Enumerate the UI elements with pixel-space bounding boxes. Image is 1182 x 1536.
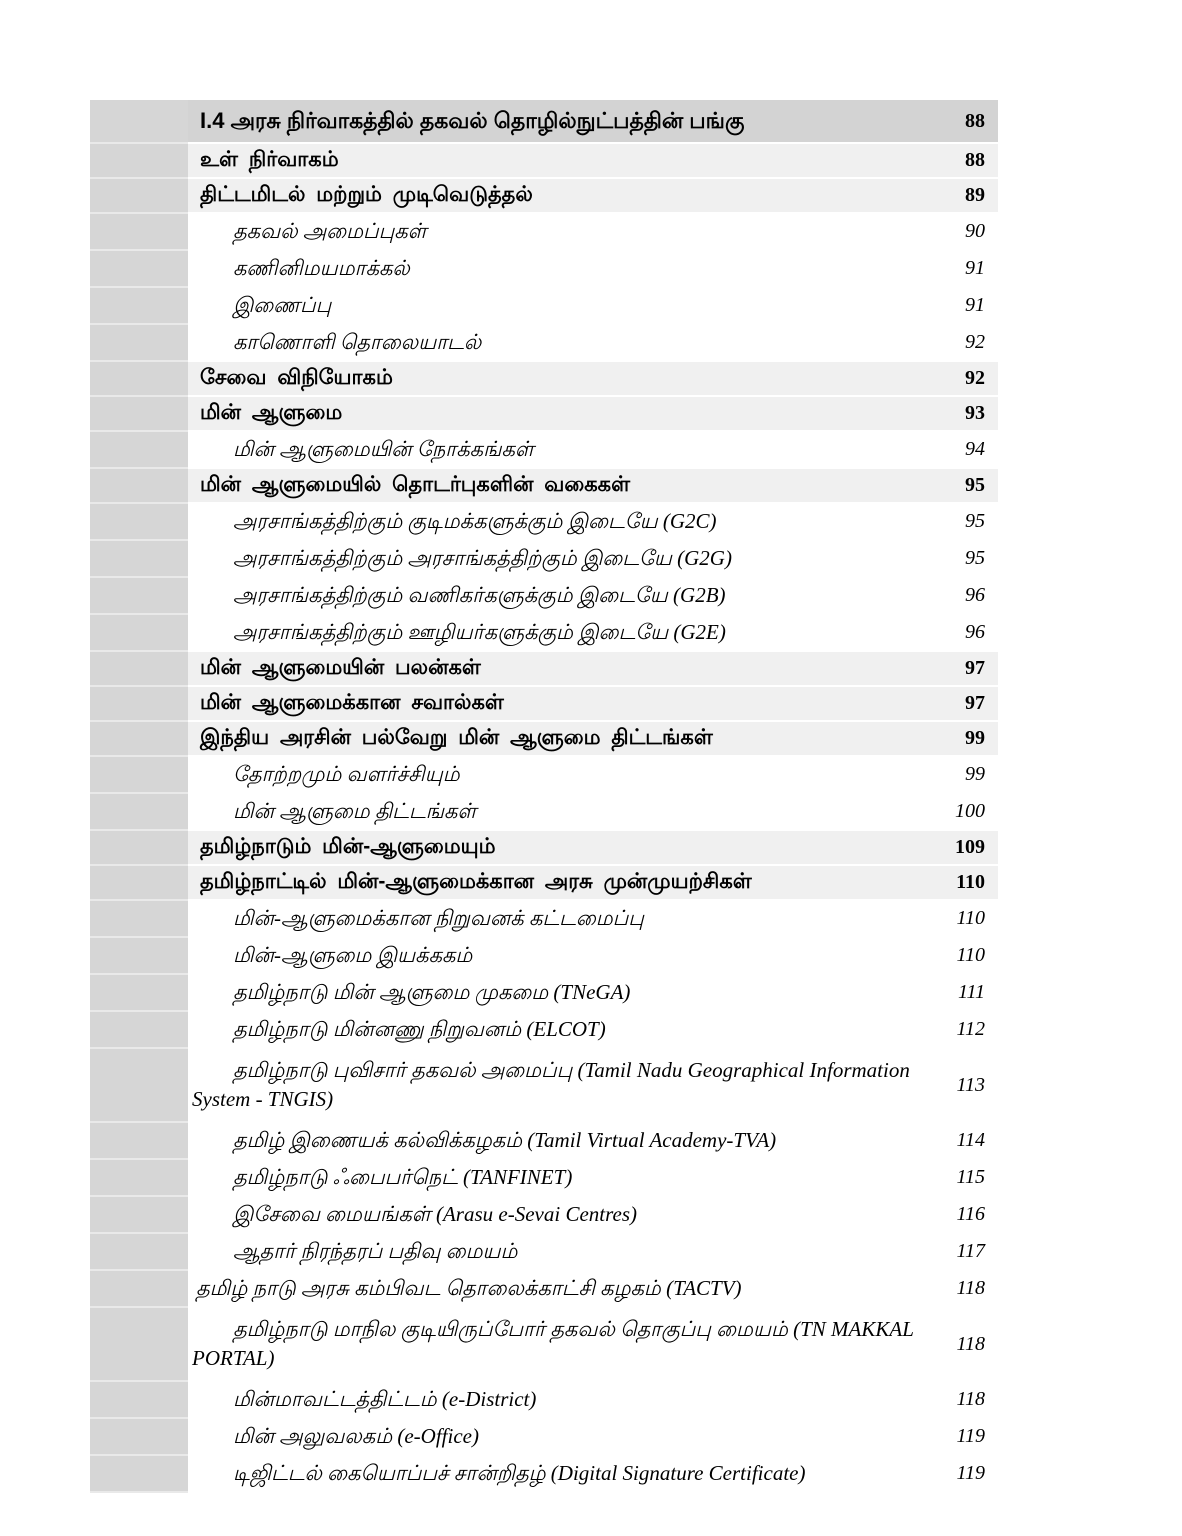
toc-row-content [188,687,998,722]
toc-entry-label: தமிழ் இணையக் கல்விக்கழகம் (Tamil Virtual Academy-TVA) [233,1128,777,1153]
toc-section-page-number: 88 [965,109,985,132]
left-margin-cell [90,975,188,1012]
left-margin-cell [90,687,188,722]
toc-entry-page-number: 115 [956,1166,985,1188]
toc-entry-label: தகவல் அமைப்புகள் [233,219,427,244]
left-margin-cell [90,1123,188,1160]
toc-row-content [188,757,998,794]
toc-row-content [188,1234,998,1271]
toc-entry-label: தமிழ்நாடு மாநில குடியிருப்போர் தகவல் தொகுப்பு மையம் (TN MAKKAL PORTAL) [192,1316,914,1370]
left-margin-cell [90,1049,188,1123]
toc-row-content [188,1012,998,1049]
toc-entry-page-number: 117 [956,1240,985,1262]
toc-row [90,901,998,938]
toc-row-content [188,432,998,469]
toc-row-content [188,469,998,504]
toc-entry-label: திட்டமிடல் மற்றும் முடிவெடுத்தல் [200,183,533,207]
toc-row [90,1160,998,1197]
left-margin-cell [90,866,188,901]
toc-row [90,432,998,469]
toc-entry-page-number: 89 [965,184,985,206]
toc-entry-label: மின்மாவட்டத்திட்டம் (e-District) [233,1387,537,1412]
left-margin-cell [90,179,188,214]
toc-entry-label: இணைப்பு [233,293,332,318]
toc-row [90,1012,998,1049]
toc-entry-page-number: 95 [965,474,985,496]
left-margin-cell [90,1012,188,1049]
left-margin-cell [90,100,188,144]
toc-entry-page-number: 118 [956,1388,985,1410]
toc-row-content [188,794,998,831]
toc-row [90,757,998,794]
toc-row [90,975,998,1012]
toc-row-content [188,1308,998,1382]
left-margin-cell [90,214,188,251]
toc-row-content [188,179,998,214]
toc-entry-page-number: 116 [956,1203,985,1225]
toc-row [90,1308,998,1382]
toc-row-content [188,1419,998,1456]
toc-entry-page-number: 119 [956,1462,985,1484]
toc-entry-label: இசேவை மையங்கள் (Arasu e-Sevai Centres) [233,1202,637,1227]
toc-entry-label: மின் ஆளுமை [200,401,343,425]
toc-row [90,938,998,975]
left-margin-cell [90,1197,188,1234]
toc-entry-label: மின் ஆளுமை திட்டங்கள் [233,799,477,824]
toc-entry-page-number: 118 [956,1277,985,1299]
left-margin-cell [90,1160,188,1197]
toc-row-content [188,1456,998,1493]
toc-row-content [188,541,998,578]
toc-entry-label: தமிழ்நாடு ஃபைபர்நெட் (TANFINET) [233,1165,573,1190]
toc-entry-page-number: 119 [956,1425,985,1447]
left-margin-cell [90,432,188,469]
toc-entry-label: தமிழ்நாடு புவிசார் தகவல் அமைப்பு (Tamil Nadu Geographical Information System - TNGIS) [192,1057,910,1111]
left-margin-cell [90,938,188,975]
toc-row [90,469,998,504]
left-margin-cell [90,397,188,432]
left-margin-cell [90,144,188,179]
toc-entry-page-number: 88 [965,149,985,171]
left-margin-cell [90,1456,188,1493]
toc-entry-label: உள் நிர்வாகம் [200,148,339,172]
toc-row [90,831,998,866]
toc-entry-label: தமிழ்நாட்டில் மின்-ஆளுமைக்கான அரசு முன்முயற்சிகள் [200,870,752,894]
toc-row [90,794,998,831]
toc-entry-page-number: 112 [956,1018,985,1040]
toc-header-row [90,100,998,144]
toc-row [90,325,998,362]
toc-entry-page-number: 97 [965,692,985,714]
toc-row [90,1049,998,1123]
toc-row [90,1123,998,1160]
toc-entry-label: மின் ஆளுமைக்கான சவால்கள் [200,691,504,715]
left-margin-cell [90,469,188,504]
toc-row-content [188,652,998,687]
left-margin-cell [90,504,188,541]
toc-entry-page-number: 95 [965,547,985,569]
toc-row-content [188,1049,998,1123]
toc-row [90,179,998,214]
left-margin-cell [90,1308,188,1382]
toc-entry-page-number: 91 [965,294,985,316]
left-margin-cell [90,1419,188,1456]
toc-row [90,578,998,615]
left-margin-cell [90,578,188,615]
toc-entry-page-number: 97 [965,657,985,679]
toc-row [90,504,998,541]
toc-entry-page-number: 113 [956,1073,985,1096]
toc-entry-page-number: 100 [955,800,985,822]
toc-row [90,615,998,652]
toc-row-content [188,504,998,541]
toc-row-content [188,1123,998,1160]
toc-row [90,722,998,757]
toc-entry-label: ஆதார் நிரந்தரப் பதிவு மையம் [233,1239,518,1264]
toc-row-content [188,397,998,432]
toc-entry-page-number: 110 [956,907,985,929]
toc-row-content [188,251,998,288]
toc-row [90,288,998,325]
toc-row [90,251,998,288]
left-margin-cell [90,794,188,831]
left-margin-cell [90,901,188,938]
toc-entry-label: இந்திய அரசின் பல்வேறு மின் ஆளுமை திட்டங்கள் [200,726,713,750]
toc-row [90,687,998,722]
toc-row-content [188,288,998,325]
toc-entry-label: மின் ஆளுமையின் பலன்கள் [200,656,481,680]
left-margin-cell [90,1234,188,1271]
toc-row [90,1382,998,1419]
toc-row-content [188,144,998,179]
toc-row [90,652,998,687]
toc-entry-label: அரசாங்கத்திற்கும் அரசாங்கத்திற்கும் இடையே (G2G) [233,546,732,571]
toc-row-content [188,722,998,757]
left-margin-cell [90,362,188,397]
toc-entry-label: அரசாங்கத்திற்கும் வணிகர்களுக்கும் இடையே (G2B) [233,583,726,608]
toc-table [90,100,998,1493]
toc-row [90,362,998,397]
toc-row-content [188,1271,998,1308]
toc-entry-page-number: 92 [965,331,985,353]
toc-entry-label: தமிழ் நாடு அரசு கம்பிவட தொலைக்காட்சி கழகம் (TACTV) [196,1276,742,1301]
left-margin-cell [90,652,188,687]
toc-section-title: I.4 அரசு நிர்வாகத்தில் தகவல் தொழில்நுட்பத்தின் பங்கு [200,108,745,134]
toc-entry-label: டிஜிட்டல் கையொப்பச் சான்றிதழ் (Digital Signature Certificate) [233,1461,806,1486]
left-margin-cell [90,722,188,757]
toc-row-content [188,578,998,615]
toc-row [90,214,998,251]
toc-row [90,1234,998,1271]
toc-row [90,866,998,901]
toc-entry-label: காணொளி தொலையாடல் [233,330,482,355]
toc-row [90,1271,998,1308]
toc-entry-page-number: 109 [955,836,985,858]
toc-entry-label: மின் அலுவலகம் (e-Office) [233,1424,479,1449]
toc-row [90,1197,998,1234]
toc-entry-label: அரசாங்கத்திற்கும் குடிமக்களுக்கும் இடையே (G2C) [233,509,717,534]
left-margin-cell [90,831,188,866]
toc-entry-label: தமிழ்நாடு மின்னணு நிறுவனம் (ELCOT) [233,1017,606,1042]
toc-entry-page-number: 95 [965,510,985,532]
toc-entry-page-number: 111 [957,981,985,1003]
toc-row-content [188,615,998,652]
toc-entry-label: கணினிமயமாக்கல் [233,256,410,281]
toc-rows-container [90,144,998,1493]
toc-row [90,144,998,179]
toc-entry-page-number: 110 [956,944,985,966]
toc-entry-page-number: 91 [965,257,985,279]
toc-row-content [188,214,998,251]
left-margin-cell [90,541,188,578]
toc-row-content [188,901,998,938]
toc-entry-page-number: 118 [956,1332,985,1355]
toc-row-content [188,831,998,866]
left-margin-cell [90,1382,188,1419]
toc-entry-page-number: 110 [956,871,985,893]
toc-entry-page-number: 92 [965,367,985,389]
toc-row-content [188,866,998,901]
toc-entry-label: மின் ஆளுமையில் தொடர்புகளின் வகைகள் [200,473,631,497]
left-margin-cell [90,1271,188,1308]
toc-header-content [188,100,998,144]
toc-entry-label: தமிழ்நாடு மின் ஆளுமை முகமை (TNeGA) [233,980,631,1005]
toc-row [90,1419,998,1456]
toc-row-content [188,1160,998,1197]
toc-entry-page-number: 99 [965,763,985,785]
toc-row [90,397,998,432]
toc-row-content [188,1197,998,1234]
left-margin-cell [90,615,188,652]
toc-row-content [188,325,998,362]
toc-entry-page-number: 90 [965,220,985,242]
toc-entry-page-number: 99 [965,727,985,749]
toc-row-content [188,975,998,1012]
toc-entry-label: அரசாங்கத்திற்கும் ஊழியர்களுக்கும் இடையே (G2E) [233,620,726,645]
toc-row-content [188,1382,998,1419]
toc-entry-label: சேவை விநியோகம் [200,366,393,390]
toc-entry-page-number: 93 [965,402,985,424]
toc-row-content [188,938,998,975]
toc-entry-label: தமிழ்நாடும் மின்-ஆளுமையும் [200,835,496,859]
toc-entry-page-number: 96 [965,621,985,643]
toc-entry-label: தோற்றமும் வளர்ச்சியும் [233,762,460,787]
toc-row-content [188,362,998,397]
left-margin-cell [90,251,188,288]
left-margin-cell [90,757,188,794]
toc-entry-page-number: 96 [965,584,985,606]
toc-entry-page-number: 114 [956,1129,985,1151]
toc-entry-label: மின் ஆளுமையின் நோக்கங்கள் [233,437,534,462]
left-margin-cell [90,325,188,362]
toc-row [90,1456,998,1493]
left-margin-cell [90,288,188,325]
toc-entry-label: மின்-ஆளுமைக்கான நிறுவனக் கட்டமைப்பு [233,906,644,931]
toc-row [90,541,998,578]
toc-entry-label: மின்-ஆளுமை இயக்ககம் [233,943,473,968]
toc-entry-page-number: 94 [965,438,985,460]
